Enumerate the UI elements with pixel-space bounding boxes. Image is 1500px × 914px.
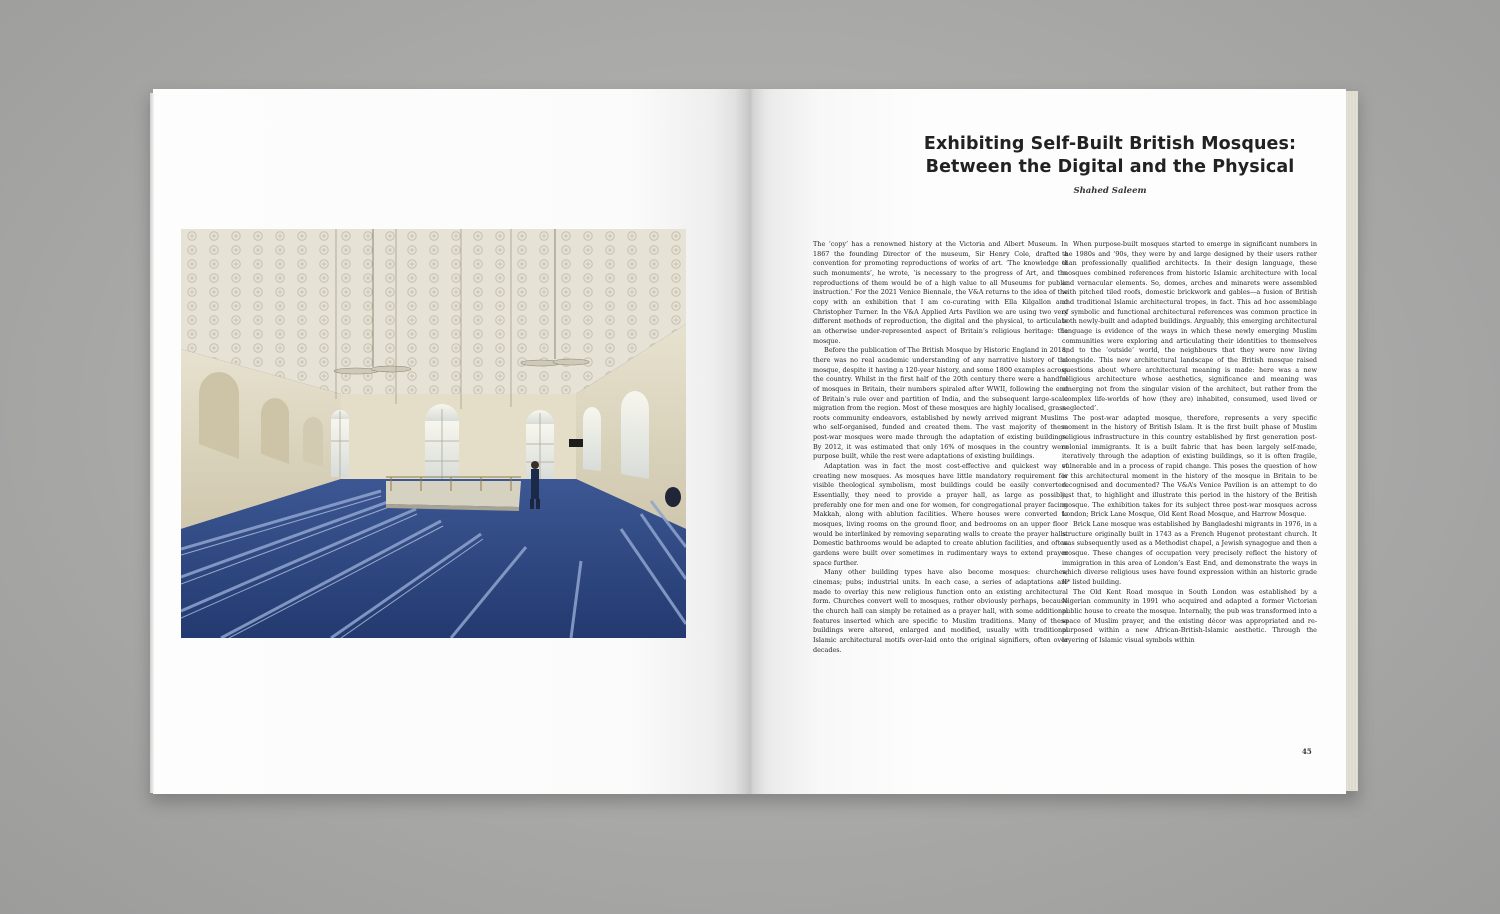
article-title-line-1: Exhibiting Self-Built British Mosques: [923,134,1297,154]
paragraph: Adaptation was in fact the most cost-effective and quickest way of creating new mosques. As mosques have little mandatory requirement for visible theological symbolism, most buildings could be easily converted. Essentially, they need to provide a prayer hall, as large as possible, preferably one for men and one for women, for congregational prayer facing Makkah, along with ablution facilities. Where houses were converted to mosques, living rooms on the ground floor, and bedrooms on an upper floor would be interlinked by removing separating walls to create the prayer halls. Domestic bathrooms would be adapted to create ablution facilities, and often gardens were built over sometimes in rudimentary ways to extend prayer space further. [813,462,1068,567]
article-title-line-2: Between the Digital and the Physical [925,157,1295,177]
article-author: Shahed Saleem [1073,186,1147,196]
paragraph: The post-war adapted mosque, therefore, represents a very specific moment in the history of British Islam. It is the first built phase of Muslim religious infrastructure in this country established by first generation post-colonial immigrants. It is a built fabric that has been largely self-made, iteratively through the adaption of existing buildings, so it is often fragile, vulnerable and in a process of rapid change. This poses the question of how is this architectural moment in the history of the mosque in Britain to be recognised and documented? The V&A’s Venice Pavilion is an attempt to do just that, to highlight and illustrate this period in the history of the British mosque. The exhibition takes for its subject three post-war mosques across London; Brick Lane Mosque, Old Kent Road Mosque, and Harrow Mosque. [1062,413,1317,519]
text-column-left [813,240,1068,740]
paragraph: Many other building types have also become mosques: churches; cinemas; pubs; industrial units. In each case, a series of adaptations are made to overlay this new religious function onto an existing architectural form. Churches convert well to mosques, rather obviously perhaps, because the church hall can simply be retained as a prayer hall, with some additional features inserted which are specific to Muslim traditions. Many of these buildings were altered, enlarged and modified, usually with traditional Islamic architectural motifs over-laid onto the original signifiers, often over decades. [813,568,1068,654]
mosque-interior-photo [181,229,686,638]
paragraph: Before the publication of The British Mosque by Historic England in 2018, there was no real academic understanding of any narrative history of the mosque, despite it having a 120-year history, and some 1800 examples across the country. Whilst in the first half of the 20th century there were a handful of mosques in Britain, their numbers spiraled after WWII, following the end of Britain’s rule over and partition of India, and the subsequent large-scale migration from the region. Most of these mosques are highly localised, grass-roots community endeavors, established by newly arrived migrant Muslims who self-organised, funded and created them. The vast majority of these post-war mosques were made through the adaptation of existing buildings. By 2012, it was estimated that only 16% of mosques in the country were purpose built, while the rest were adaptations of existing buildings. [813,346,1068,461]
page-number: 45 [1302,747,1312,756]
left-page-edge [150,93,154,793]
paragraph: The Old Kent Road mosque in South London was established by a Nigerian community in 1991 who acquired and adapted a former Victorian public house to create the mosque. Internally, the pub was transformed into a space of Muslim prayer, and the existing décor was appropriated and re-purposed within a new African-British-Islamic aesthetic. Through the layering of Islamic visual symbols within [1062,587,1317,644]
paragraph: Brick Lane mosque was established by Bangladeshi migrants in 1976, in a structure originally built in 1743 as a French Hugenot protestant church. It was subsequently used as a Methodist chapel, a Jewish synagogue and then a mosque. These changes of occupation very precisely reflect the history of immigration in this area of London’s East End, and demonstrate the ways in which diverse religious uses have found expression within an historic grade II* listed building. [1062,520,1317,586]
paragraph: The ‘copy’ has a renowned history at the Victoria and Albert Museum. In 1867 the founding Director of the museum, Sir Henry Cole, drafted a convention for promoting reproductions of works of art. ‘The knowledge of such monuments’, he wrote, ‘is necessary to the progress of Art, and the reproductions of them would be of a high value to all Museums for public instruction.’ For the 2021 Venice Biennale, the V&A returns to the idea of the copy with an exhibition that I am co-curating with Ella Kilgallon and Christopher Turner. In the V&A Applied Arts Pavilion we are using two very different methods of reproduction, the digital and the physical, to articulate an otherwise under-represented aspect of Britain’s religious heritage: the mosque. [813,240,1068,345]
text-column-right [1062,240,1317,740]
right-page-edge [1346,91,1358,791]
paragraph: When purpose-built mosques started to emerge in significant numbers in the 1980s and ‘90s, they were by and large designed by their users rather than professionally qualified architects. In their design language, these mosques combined references from historic Islamic architecture with local and vernacular elements. So, domes, arches and minarets were assembled with pitched tiled roofs, domestic brickwork and gables—a fusion of British and traditional Islamic architectural tropes, in fact. This ad hoc assemblage of symbolic and functional architectural references was common practice in both newly-built and adapted buildings. Arguably, this emerging architectural language is evidence of the ways in which these newly emerging Muslim communities were exploring and articulating their identities to themselves and to the ‘outside’ world, the neighbours that they were now living alongside. This new architectural landscape of the British mosque raised questions about where architectural meaning is made: here was a new religious architecture whose aesthetics, significance and meaning was emerging not from the singular vision of the architect, but rather from the ‘complex life-worlds of how (they are) inhabited, consumed, used lived or neglected’. [1062,240,1317,413]
book-gutter [735,89,765,794]
article-title [880,133,1340,179]
